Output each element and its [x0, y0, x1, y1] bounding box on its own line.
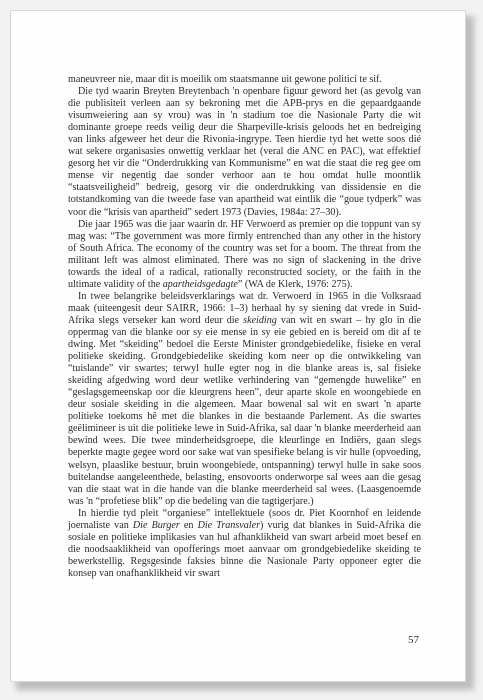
text-segment: van wit en swart – hy glo in die oppermag van die blanke oor sy eie mense in sy eie gebied en is bereid om dit af te dwing. Met “skeiding” bedoel die Eerste Minister grondgebiedelike, fisieke en veral politieke skeiding. Grondgebiedelike skeiding kom neer op die ontwikkeling van “tuislande” vir swartes; terwyl hulle egter nog in die blanke areas is, sal fisieke skeiding afgedwing word deur wetlike verhindering van “gemengde huwelike” en “geslagsgemeenskap oor die kleurgrens heen”, deur aparte skole en woongebiede en deur sosiale skeiding in die algemeen. Maar bowenal sal wit en swart 'n aparte politieke toekoms hê met die blankes in die bestaande Parlement. As die swartes geëlimineer is uit die politieke lewe in Suid-Afrika, sal daar 'n blanke meerderheid aan bewind wees. Die twee minderheidsgroepe, die kleurlinge en Indiërs, gaan slegs beperkte magte gegee word oor sake wat van spesifieke belang is vir hulle (opvoeding, welsyn, plaaslike bestuur, bruin woongebiede, ontspanning) terwyl hulle in sake soos buitelandse aangeleenthede, belasting, ensovoorts onderworpe sal wees aan die gesag van die staat wat in die hande van die blanke meerderheid sal wees. (Laasgenoemde was 'n “profetiese blik” op die bedeling van die tagtigerjare.): [68, 314, 422, 507]
text-segment: Die tyd waarin Breyten Breytenbach 'n openbare figuur geword het (as gevolg van die publisiteit verleen aan sy bekroning met die APB-prys en die gepaardgaande visumweiering aan sy vrou) was in 'n stadium toe die Nasionale Party die wit dominante groepe reeds veilig deur die Sharpeville-krisis geloods het en bedreiging van links afgeweer het deur die Rivonia-ingrype. Teen hierdie tyd het wette soos dié wat sekere organisasies onwettig verklaar het (veral die ANC en PAC), wat effektief gesorg het vir die “Onderdrukking van Kommunisme” en wat die staat die reg gee om mense vir negentig dae sonder verhoor aan te hou omdat hulle moontlik “staatsveiligheid” bedreig, gesorg vir die onderdrukking van dissidensie en die totstandkoming van die tweede fase van apartheid wat eintlik die “goue tydperk” was voor die “krisis van apartheid” sedert 1973 (Davies, 1984a: 27–30).: [68, 86, 421, 218]
text-segment: maneuvreer nie, maar dit is moeilik om staatsmanne uit gewone politici te sif.: [68, 74, 382, 85]
text-segment: In twee belangrike beleidsverklarings wat dr. Verwoerd in 1965 in die Volksraad maak (uiteengesit deur SAIRR, 1966: 1–3) herhaal hy sy siening dat vrede in Suid-Afrika slegs verseker kan word deur die: [68, 290, 421, 326]
paragraph: [68, 219, 421, 291]
text-segment: ) vurig dat blankes in Suid-Afrika die sosiale en politieke implikasies van hul afhanklikheid van swart arbeid moet besef en die noodsaaklikheid van opofferings moet aanvaar om grondgebiedelike skeiding te bewerkstellig. Regsgesinde faksies binne die Nasionale Party opponeer egter die konsep van onafhanklikheid vir swart: [68, 519, 422, 579]
paragraph: [68, 508, 421, 580]
paragraph: [68, 86, 421, 219]
paragraph: [68, 74, 421, 86]
body-text: [68, 74, 421, 580]
italic-text: apartheidsgedagte: [162, 278, 238, 290]
text-segment: In hierdie tyd pleit “organiese” intellektuele (soos dr. Piet Koornhof en leidende joernaliste van: [68, 507, 421, 531]
paragraph: [68, 291, 421, 508]
book-page: [10, 10, 466, 682]
italic-text: Die Burger: [132, 519, 180, 531]
italic-text: Die Transvaler: [197, 519, 261, 531]
text-segment: en: [179, 519, 198, 531]
italic-text: skeiding: [243, 314, 277, 326]
text-segment: Die jaar 1965 was die jaar waarin dr. HF Verwoerd as premier op die toppunt van sy mag was: “The government was more firmly entrenched than any other in the history of South Africa. The economy of the country was set for a boom. The threat from the militant left was almost eliminated. There was no sign of slackening in the drive towards the ideal of a radical, rationally reconstructed society, or the faith in the ultimate validity of the: [68, 218, 421, 290]
page-number: 57: [408, 634, 419, 646]
text-segment: ” (WA de Klerk, 1976: 275).: [237, 278, 353, 290]
